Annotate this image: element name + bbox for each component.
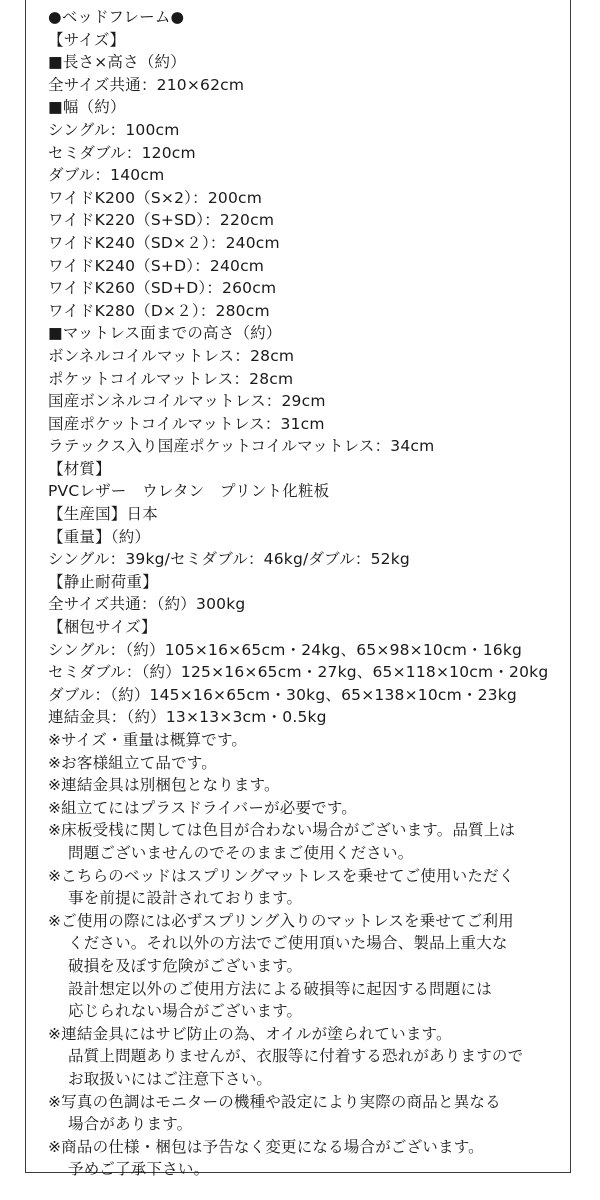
spec-content	[48, 6, 568, 1181]
width-label: ■幅（約）	[48, 98, 126, 117]
note-spring-mattress-cont: 事を前提に設計されております。	[68, 889, 303, 908]
section-title: ●ベッドフレーム●	[48, 8, 185, 26]
package-connector: 連結金具：（約）13×13×3cm・0.5kg	[48, 708, 327, 727]
material-value: PVCレザー ウレタン プリント化粧板	[48, 482, 330, 501]
mattress-height-jp-bonnell: 国産ボンネルコイルマットレス：29cm	[48, 392, 326, 411]
mattress-height-jp-pocket: 国産ポケットコイルマットレス：31cm	[48, 414, 325, 433]
package-heading: 【梱包サイズ】	[48, 618, 157, 637]
note-approx: ※サイズ・重量は概算です。	[48, 731, 248, 749]
width-k220: ワイドK220（S+SD）：220cm	[48, 211, 275, 230]
note-spring-mattress: ※こちらのベッドはスプリングマットレスを乗せてご使用いただく	[48, 866, 515, 885]
material-heading: 【材質】	[48, 459, 111, 478]
mattress-height-pocket: ポケットコイルマットレス：28cm	[48, 369, 294, 388]
width-double: ダブル：140cm	[48, 166, 165, 185]
note-photo-color-cont: 場合があります。	[68, 1115, 193, 1134]
mattress-height-bonnell: ボンネルコイルマットレス：28cm	[48, 346, 295, 365]
mattress-height-latex: ラテックス入り国産ポケットコイルマットレス：34cm	[48, 437, 435, 456]
width-k280: ワイドK280（D×２）：280cm	[48, 301, 270, 320]
note-usage-cont-4: 応じられない場合がございます。	[68, 1002, 303, 1021]
weight-heading: 【重量】（約）	[48, 527, 151, 546]
length-height-value: 全サイズ共通：210×62cm	[48, 75, 245, 94]
note-usage-cont-1: ください。それ以外の方法でご使用頂いた場合、製品上重大な	[68, 934, 508, 953]
width-k200: ワイドK200（S×2）：200cm	[48, 188, 263, 207]
load-value: 全サイズ共通：（約）300kg	[48, 595, 246, 614]
note-oil-cont-2: お取扱いにはご注意下さい。	[68, 1069, 273, 1088]
width-k240-sd: ワイドK240（S+D）：240cm	[48, 256, 265, 275]
note-screwdriver: ※組立てにはプラスドライバーが必要です。	[48, 798, 358, 817]
note-assembly: ※お客様組立て品です。	[48, 753, 217, 772]
width-k240-sdx2: ワイドK240（SD×２）：240cm	[48, 233, 280, 252]
origin-line: 【生産国】日本	[48, 505, 158, 524]
width-semidouble: セミダブル：120cm	[48, 143, 196, 162]
package-semidouble: セミダブル：（約）125×16×65cm・27kg、65×118×10cm・20kg	[48, 663, 549, 682]
note-separate-pack: ※連結金具は別梱包となります。	[48, 776, 280, 795]
note-usage: ※ご使用の際には必ずスプリング入りのマットレスを乗せてご利用	[48, 911, 514, 930]
width-k260: ワイドK260（SD+D）：260cm	[48, 279, 277, 298]
length-height-label: ■長さ×高さ（約）	[48, 53, 186, 72]
note-oil-cont-1: 品質上問題ありませんが、衣服等に付着する恐れがありますので	[68, 1047, 524, 1066]
note-spec-change: ※商品の仕様・梱包は予告なく変更になる場合がございます。	[48, 1137, 484, 1156]
note-photo-color: ※写真の色調はモニターの機種や設定により実際の商品と異なる	[48, 1092, 501, 1111]
size-heading: 【サイズ】	[48, 30, 126, 49]
mattress-height-label: ■マットレス面までの高さ（約）	[48, 324, 282, 343]
width-single: シングル：100cm	[48, 120, 180, 139]
note-oil: ※連結金具にはサビ防止の為、オイルが塗られています。	[48, 1024, 452, 1043]
note-slat-color-cont: 問題ございませんのでそのままご使用ください。	[68, 843, 414, 862]
note-spec-change-cont: 予めご了承下さい。	[68, 1160, 210, 1179]
note-slat-color: ※床板受桟に関しては色目が合わない場合がございます。品質上は	[48, 821, 516, 840]
note-usage-cont-3: 設計想定以外のご使用方法による破損等に起因する問題には	[68, 979, 492, 998]
package-double: ダブル：（約）145×16×65cm・30kg、65×138×10cm・23kg	[48, 685, 517, 704]
weight-value: シングル：39kg/セミダブル：46kg/ダブル：52kg	[48, 550, 410, 569]
package-single: シングル：（約）105×16×65cm・24kg、65×98×10cm・16kg	[48, 640, 523, 659]
load-heading: 【静止耐荷重】	[48, 572, 158, 591]
note-usage-cont-2: 破損を及ぼす危険がございます。	[68, 956, 303, 975]
